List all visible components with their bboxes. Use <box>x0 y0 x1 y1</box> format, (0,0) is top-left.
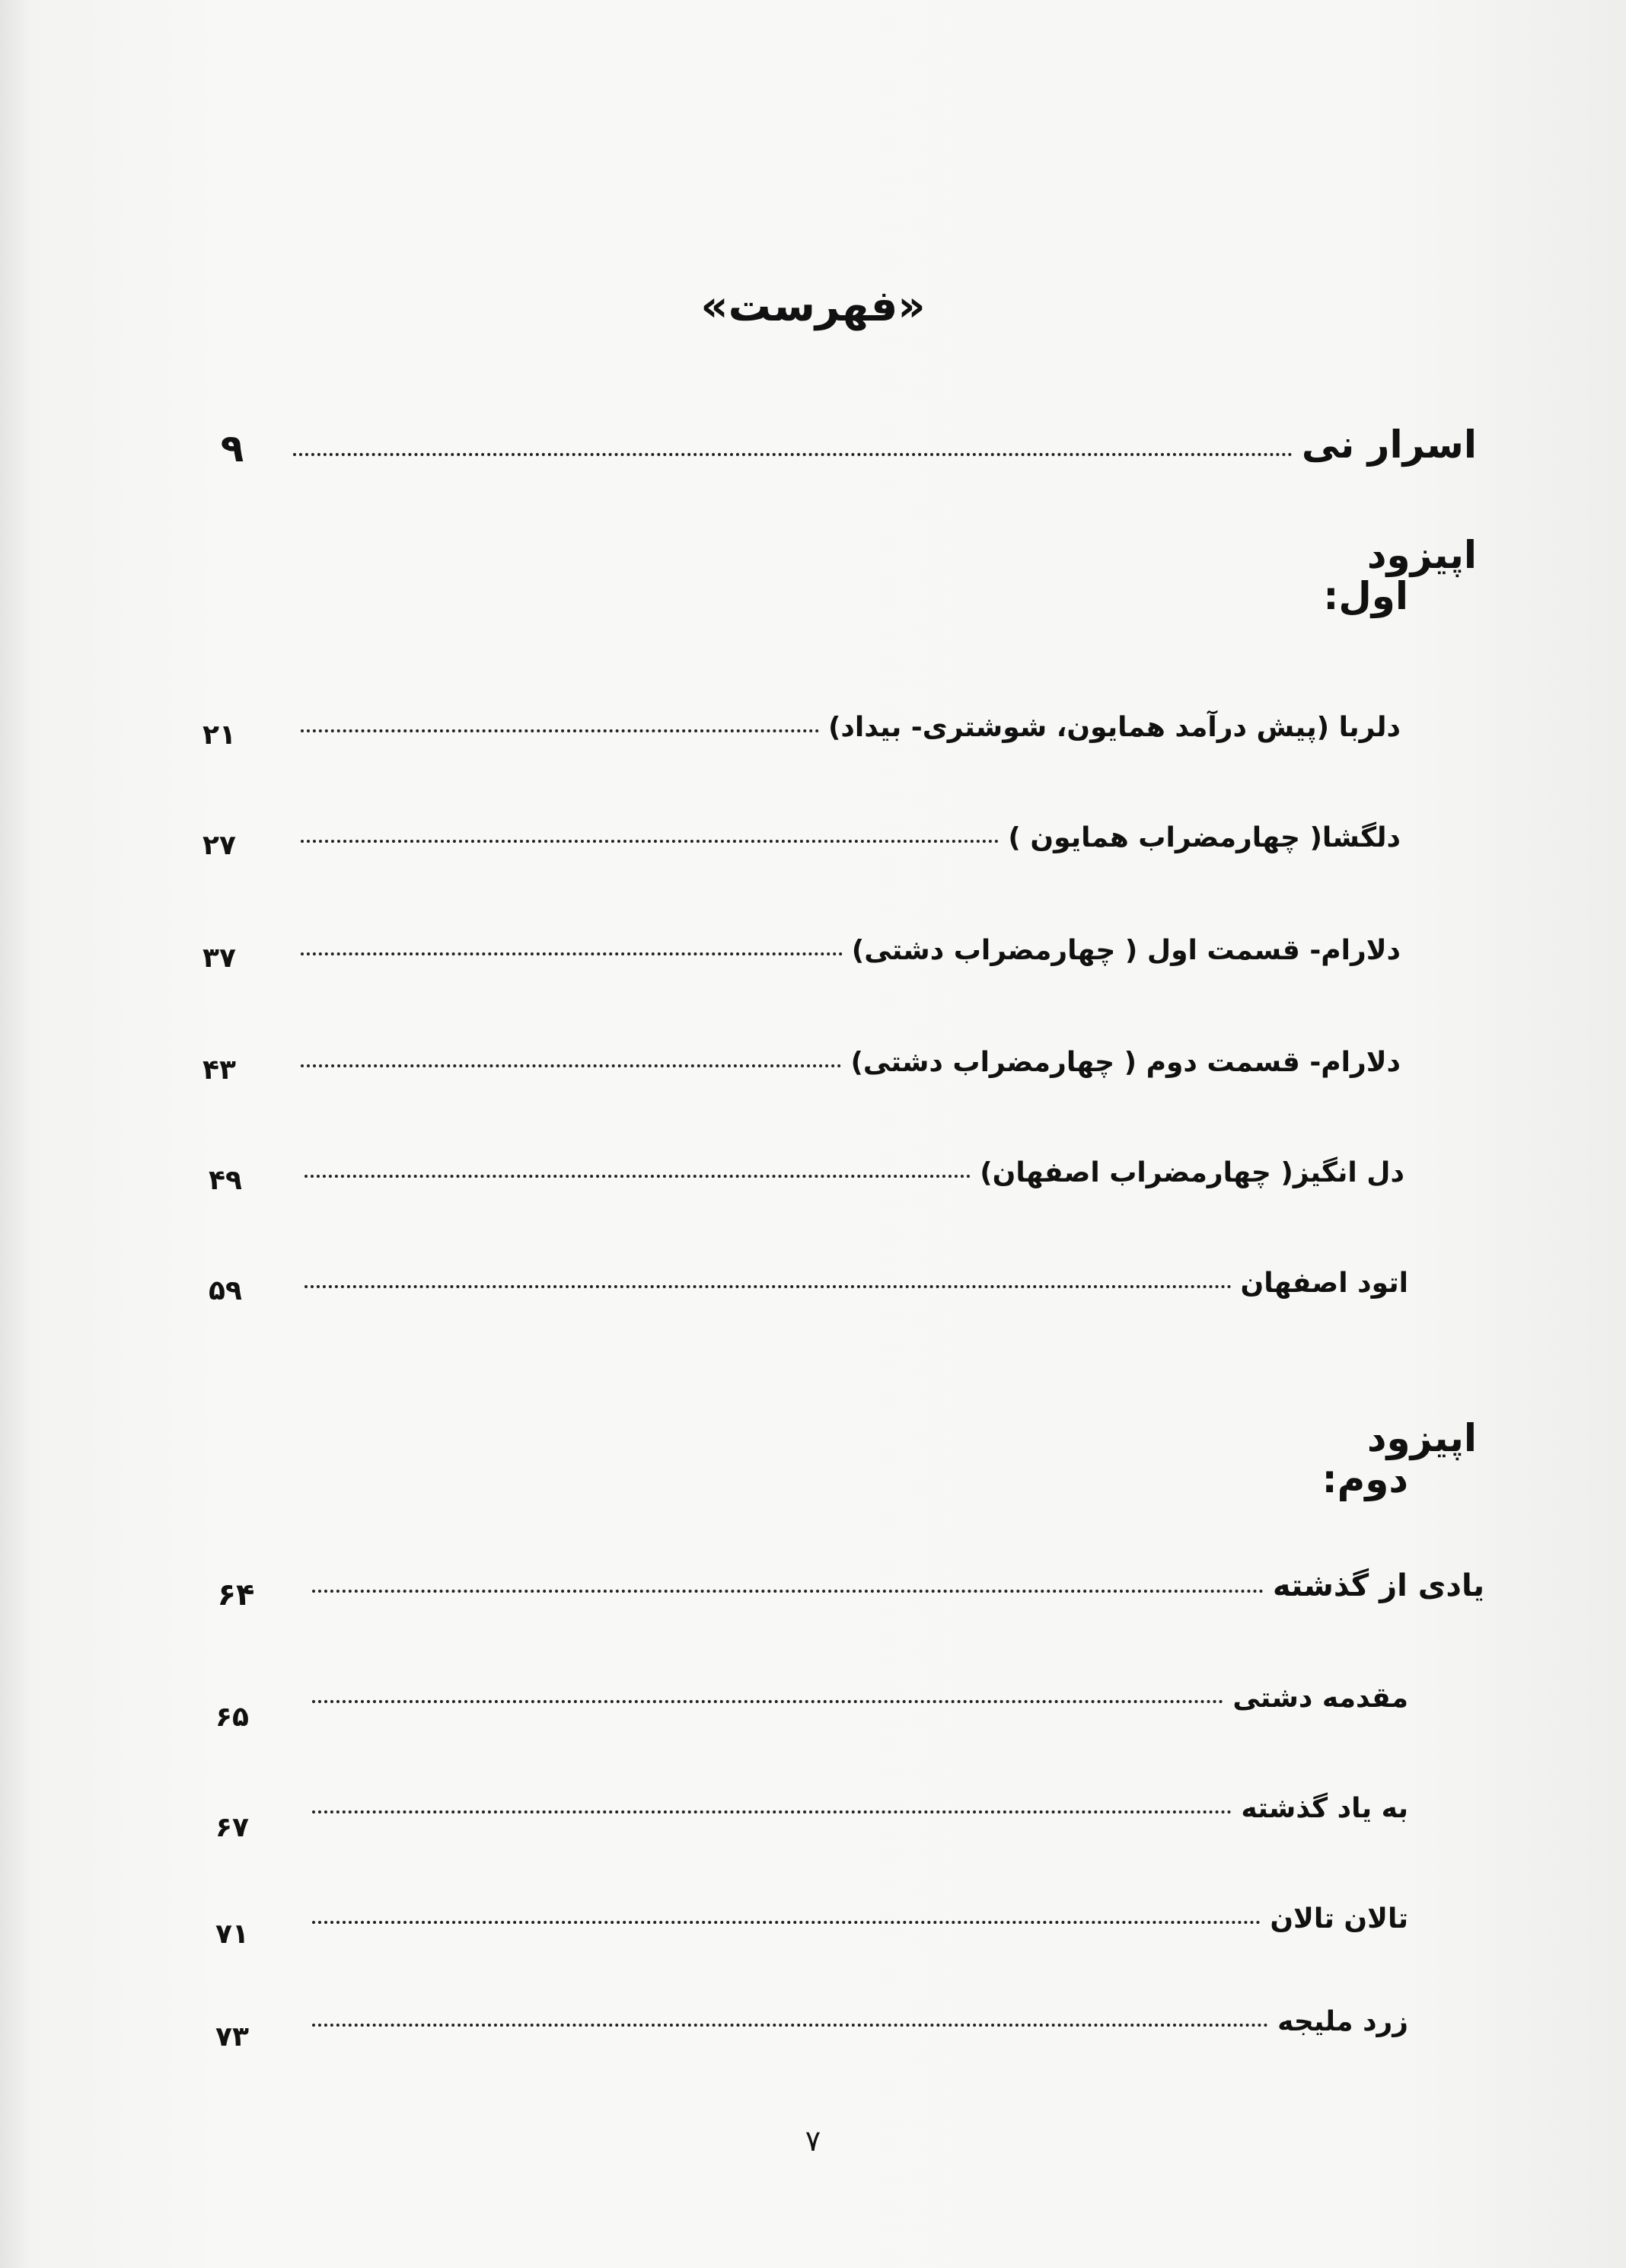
toc-row <box>304 1268 1408 1299</box>
episode-ordinal: دوم: <box>1322 1457 1408 1501</box>
toc-page-number: ۷۱ <box>215 1919 249 1950</box>
toc-entry-label: زرد ملیجه <box>1277 2006 1408 2037</box>
dot-leader <box>301 952 843 955</box>
toc-page-number: ۲۷ <box>202 830 236 861</box>
toc-row <box>301 1047 1401 1078</box>
dot-leader <box>312 1590 1264 1593</box>
folio-page-number: ۷ <box>805 2124 821 2158</box>
toc-row <box>301 712 1401 743</box>
toc-entry-label: اسرار نی <box>1301 423 1477 467</box>
episode-1-heading <box>1323 533 1477 618</box>
dot-leader <box>301 729 819 732</box>
dot-leader <box>301 840 999 843</box>
toc-page-number: ۶۷ <box>215 1812 249 1843</box>
toc-row-section <box>312 1568 1484 1603</box>
toc-page-number: ۶۴ <box>217 1577 255 1612</box>
toc-entry-label: دلارام- قسمت اول ( چهارمضراب دشتی) <box>851 935 1401 966</box>
dot-leader <box>293 453 1293 456</box>
dot-leader <box>312 1921 1261 1924</box>
dot-leader <box>312 1810 1232 1813</box>
toc-page-number: ۷۳ <box>215 2021 249 2053</box>
page-title: «فهرست» <box>700 282 926 331</box>
toc-page-number: ۴۳ <box>202 1054 236 1086</box>
toc-entry-label: دل انگیز( چهارمضراب اصفهان) <box>980 1157 1404 1188</box>
toc-page-number: ۲۱ <box>202 719 236 751</box>
toc-row <box>312 1903 1408 1935</box>
toc-entry-label: به یاد گذشته <box>1241 1793 1408 1824</box>
toc-page-number: ۶۵ <box>215 1702 249 1733</box>
episode-word: اپیزود <box>1366 533 1477 577</box>
dot-leader <box>304 1175 971 1178</box>
toc-page-number: ۵۹ <box>209 1275 242 1306</box>
toc-row <box>301 935 1401 966</box>
toc-page-number: ۹ <box>220 426 244 471</box>
toc-row-intro <box>293 423 1477 467</box>
toc-row <box>312 1683 1408 1714</box>
toc-entry-label: اتود اصفهان <box>1240 1268 1408 1299</box>
episode-ordinal: اول: <box>1323 574 1408 618</box>
toc-entry-label: دلربا (پیش درآمد همایون، شوشتری- بیداد) <box>827 712 1401 743</box>
dot-leader <box>304 1285 1232 1288</box>
toc-entry-label: تالان تالان <box>1270 1903 1408 1935</box>
toc-entry-label: دلگشا( چهارمضراب همایون ) <box>1008 822 1401 853</box>
toc-row <box>312 2006 1408 2037</box>
episode-word: اپیزود <box>1366 1416 1477 1460</box>
toc-row <box>301 822 1401 853</box>
toc-row <box>304 1157 1404 1188</box>
toc-entry-label: دلارام- قسمت دوم ( چهارمضراب دشتی) <box>850 1047 1401 1078</box>
dot-leader <box>312 1700 1223 1703</box>
dot-leader <box>312 2024 1268 2027</box>
episode-2-heading <box>1322 1416 1477 1501</box>
dot-leader <box>301 1064 841 1067</box>
toc-entry-label: یادی از گذشته <box>1272 1568 1484 1603</box>
toc-entry-label: مقدمه دشتی <box>1232 1683 1408 1714</box>
toc-page-number: ۳۷ <box>202 943 236 974</box>
toc-page-number: ۴۹ <box>209 1165 242 1196</box>
toc-row <box>312 1793 1408 1824</box>
